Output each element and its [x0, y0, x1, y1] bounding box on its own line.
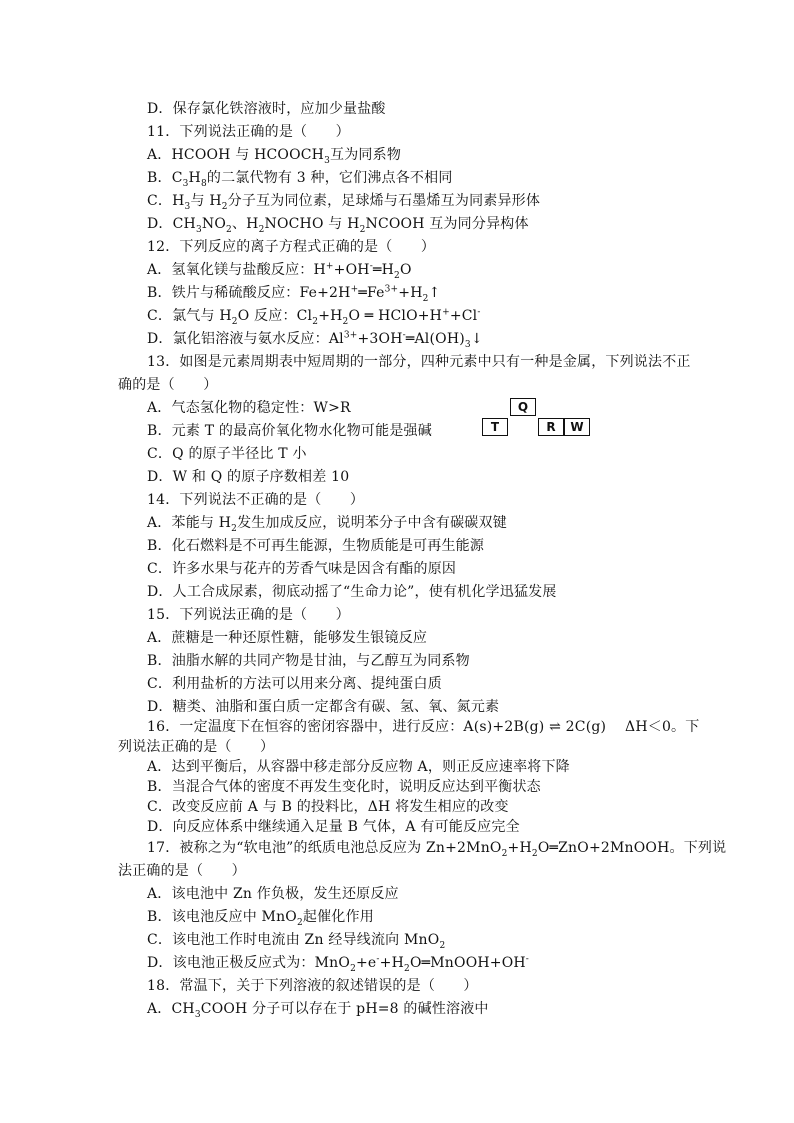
q13-option-c: C．Q 的原子半径比 T 小: [147, 446, 307, 462]
q13-option-b: B．元素 T 的最高价氧化物水化物可能是强碱: [147, 423, 432, 439]
q12-option-d: D．氯化铝溶液与氨水反应：$Al^{3+}+3OH^-═Al(OH)_3↓$: [147, 330, 483, 350]
q13-stem-cont: 确的是（ ）: [118, 377, 218, 393]
q16-stem-cont: 列说法正确的是（ ）: [118, 739, 275, 755]
q13-option-d: D．W 和 Q 的原子序数相差 10: [147, 469, 350, 485]
q12-option-b: B．铁片与稀硫酸反应：$Fe+2H^+═Fe^{3+}+H_2↑$: [147, 284, 441, 304]
q17-option-b: B．该电池反应中 MnO$_2$起催化作用: [147, 909, 374, 928]
q11-option-c: C．$H_3$与 $H_2$分子互为同位素，足球烯与石墨烯互为同素异形体: [147, 193, 541, 212]
q16-option-d: D．向反应体系中继续通入足量 B 气体，A 有可能反应完全: [147, 819, 520, 835]
q17-option-c: C．该电池工作时电流由 Zn 经导线流向 MnO$_2$: [147, 932, 446, 951]
q15-option-a: A．蔗糖是一种还原性糖，能够发生银镜反应: [147, 630, 428, 646]
periodic-table-fragment: [482, 398, 594, 442]
q14-option-d: D．人工合成尿素，彻底动摇了“生命力论”，使有机化学迅猛发展: [147, 584, 557, 600]
q16-option-b: B．当混合气体的密度不再发生变化时，说明反应达到平衡状态: [147, 779, 541, 795]
q13-option-a: A．气态氢化物的稳定性：W>R: [147, 400, 351, 416]
element-cell-q: Q: [510, 398, 536, 416]
q18-stem: 18．常温下，关于下列溶液的叙述错误的是（ ）: [147, 978, 478, 994]
element-cell-t: T: [482, 418, 508, 436]
q12-option-c: C．氯气与 $H_2O$ 反应：$Cl_2+H_2O$ ═ HClO+H++Cl-: [147, 307, 481, 327]
q12-option-a: A．氢氧化镁与盐酸反应：$H^++OH^-═H_2O$: [147, 261, 412, 281]
q15-option-b: B．油脂水解的共同产物是甘油，与乙醇互为同系物: [147, 653, 470, 669]
q10-option-d: D．保存氯化铁溶液时，应加少量盐酸: [147, 101, 386, 117]
q11-stem: 11．下列说法正确的是（ ）: [147, 124, 350, 140]
q15-option-d: D．糖类、油脂和蛋白质一定都含有碳、氢、氧、氮元素: [147, 699, 500, 715]
q17-option-a: A．该电池中 Zn 作负极，发生还原反应: [147, 886, 399, 902]
q11-option-d: D．$CH_3NO_2$、$H_2NOCHO$ 与 $H_2NCOOH$ 互为同分异构体: [147, 216, 529, 235]
q16-option-c: C．改变反应前 A 与 B 的投料比，ΔH 将发生相应的改变: [147, 799, 509, 815]
q15-stem: 15．下列说法正确的是（ ）: [147, 607, 350, 623]
q14-option-a: A．苯能与 $H_2$发生加成反应，说明苯分子中含有碳碳双键: [147, 515, 507, 534]
q13-stem: 13．如图是元素周期表中短周期的一部分，四种元素中只有一种是金属，下列说法不正: [147, 354, 691, 370]
q15-option-c: C．利用盐析的方法可以用来分离、提纯蛋白质: [147, 676, 442, 692]
q16-stem: 16．一定温度下在恒容的密闭容器中，进行反应：A(s)+2B(g) ⇌ 2C(g) ΔH＜0。下: [147, 719, 700, 735]
q17-stem: 17．被称之为“软电池”的纸质电池总反应为 $Zn+2MnO_2+H_2O═ZnO+2MnOOH$。下列说: [147, 840, 727, 859]
q14-option-b: B．化石燃料是不可再生能源，生物质能是可再生能源: [147, 538, 485, 554]
element-cell-r: R: [538, 418, 564, 436]
q16-option-a: A．达到平衡后，从容器中移走部分反应物 A，则正反应速率将下降: [147, 759, 570, 775]
q17-option-d: D．该电池正极反应式为：$MnO_2+e^-+H_2O═MnOOH+OH^-$: [147, 954, 530, 974]
q12-stem: 12．下列反应的离子方程式正确的是（ ）: [147, 239, 436, 255]
element-cell-w: W: [564, 418, 590, 436]
q18-option-a: A．$CH_3COOH$ 分子可以存在于 pH=8 的碱性溶液中: [147, 1001, 489, 1020]
q11-option-a: A．HCOOH 与 $HCOOCH_3$互为同系物: [147, 147, 402, 166]
q11-option-b: B．$C_3H_8$的二氯代物有 3 种，它们沸点各不相同: [147, 170, 453, 189]
q14-stem: 14．下列说法不正确的是（ ）: [147, 492, 365, 508]
q14-option-c: C．许多水果与花卉的芳香气味是因含有酯的原因: [147, 561, 457, 577]
q17-stem-cont: 法正确的是（ ）: [118, 863, 246, 879]
